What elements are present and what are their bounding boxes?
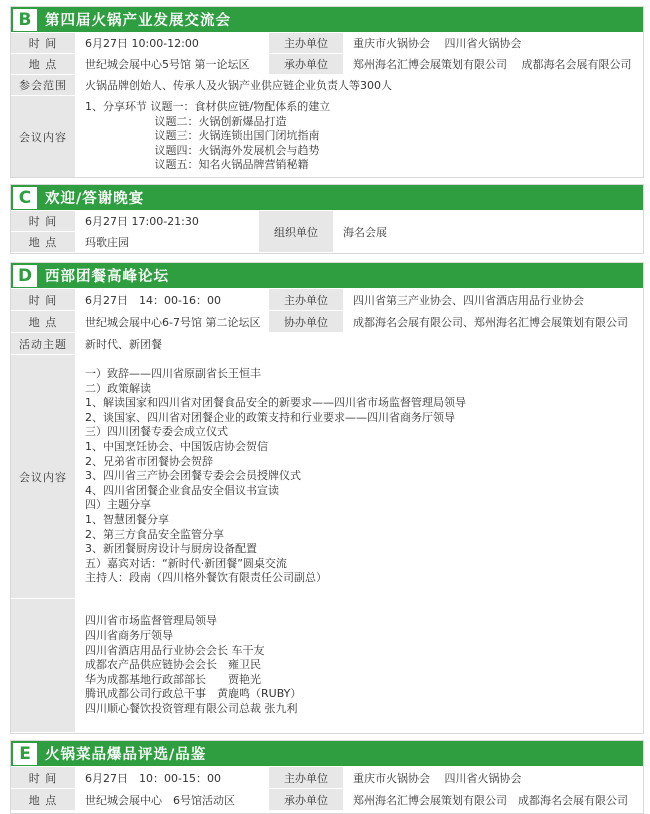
field-label-empty (11, 599, 75, 732)
field-label: 组织单位 (259, 210, 333, 252)
field-value: 四川省第三产业协会、四川省酒店用品行业协会 (353, 293, 584, 307)
section-b-header (11, 7, 643, 32)
list-item: 二）政策解读 (85, 381, 151, 395)
list-item: 成都农产品供应链协会会长 雍卫民 (85, 658, 261, 672)
list-item: 议题二：火锅创新爆品打造 (85, 114, 287, 128)
list-item: 1、分享环节 议题一：食材供应链/物配体系的建立 (85, 100, 331, 114)
field-label: 时 间 (11, 33, 75, 53)
field-label: 活动主题 (11, 333, 75, 354)
list-item: 议题三：火锅连锁出国门闭坑指南 (85, 129, 320, 143)
section-letter: B (13, 9, 37, 31)
field-label: 会议内容 (11, 355, 75, 598)
list-item: 四川省酒店用品行业协会会长 车干友 (85, 643, 265, 657)
field-value: 世纪城会展中心6-7号馆 第二论坛区 (85, 315, 261, 329)
info-row (11, 74, 643, 95)
field-value: 6月27日 17:00-21:30 (85, 215, 199, 229)
section-title: 火锅菜品爆品评选/品鉴 (45, 747, 207, 763)
section-title: 欢迎/答谢晚宴 (45, 191, 145, 207)
list-item: 议题五：知名火锅品牌营销秘籍 (85, 158, 309, 172)
list-item: 1、解读国家和四川省对团餐食品安全的新要求——四川省市场监督管理局领导 (85, 396, 466, 410)
field-value: 世纪城会展中心 6号馆活动区 (85, 793, 235, 807)
content-row (11, 354, 643, 598)
section-letter: D (13, 265, 37, 287)
list-item: 四）主题分享 (85, 498, 151, 512)
field-value: 世纪城会展中心5号馆 第一论坛区 (85, 58, 250, 71)
guests-row (11, 598, 643, 732)
list-item: 2、兄弟省市团餐协会贺辞 (85, 454, 213, 468)
agenda-list (75, 96, 330, 177)
section-d-header (11, 263, 643, 288)
field-label: 地 点 (11, 232, 75, 252)
list-item: 2、第三方食品安全监管分享 (85, 527, 224, 541)
field-label: 地 点 (11, 789, 75, 810)
agenda-list (75, 355, 466, 598)
list-item: 主持人：段南（四川格外餐饮有限责任公司副总） (85, 571, 327, 585)
list-item: 1、中国烹饪协会、中国饭店协会贺信 (85, 440, 268, 454)
list-item: 一）致辞——四川省原副省长王恒丰 (85, 367, 261, 381)
section-e-header (11, 741, 643, 766)
info-row (11, 332, 643, 354)
field-value: 郑州海名汇博会展策划有限公司 成都海名会展有限公司 (353, 58, 632, 71)
list-item: 四川省商务厅领导 (85, 629, 173, 643)
list-item: 4、四川省团餐企业食品安全倡议书宣读 (85, 483, 279, 497)
field-label: 主办单位 (269, 767, 343, 788)
field-label: 主办单位 (269, 289, 343, 310)
section-e (10, 740, 644, 814)
field-label: 协办单位 (269, 311, 343, 332)
field-value: 火锅品牌创始人、传承人及火锅产业供应链企业负责人等300人 (85, 79, 392, 92)
field-value: 成都海名会展有限公司、郑州海名汇博会展策划有限公司 (353, 315, 628, 329)
info-row (11, 210, 259, 231)
field-value: 重庆市火锅协会 四川省火锅协会 (353, 771, 522, 785)
field-label: 参会范围 (11, 75, 75, 95)
section-d (10, 262, 644, 734)
list-item: 腾讯成都公司行政总干事 黄鹿鸣（RUBY） (85, 687, 302, 701)
field-value: 郑州海名汇博会展策划有限公司 成都海名会展有限公司 (353, 793, 628, 807)
field-value: 玛歌庄园 (85, 236, 129, 250)
info-row (11, 53, 643, 74)
info-row (11, 310, 643, 332)
section-title: 西部团餐高峰论坛 (45, 269, 169, 285)
field-label: 主办单位 (269, 33, 343, 53)
info-row (11, 231, 259, 252)
list-item: 3、新团餐厨房设计与厨房设备配置 (85, 542, 257, 556)
list-item: 四川省市场监督管理局领导 (85, 614, 217, 628)
section-letter: C (13, 187, 37, 209)
list-item: 3、四川省三产协会团餐专委会会员授牌仪式 (85, 469, 301, 483)
section-c-header (11, 185, 643, 210)
list-item: 1、智慧团餐分享 (85, 512, 169, 526)
info-block (11, 210, 643, 252)
field-label: 时 间 (11, 289, 75, 310)
field-value: 6月27日 10：00-15：00 (85, 771, 221, 785)
list-item: 五）嘉宾对话：“新时代·新团餐”圆桌交流 (85, 556, 287, 570)
section-letter: E (13, 743, 37, 765)
list-item: 2、谈国家、四川省对团餐企业的政策支持和行业要求——四川省商务厅领导 (85, 410, 455, 424)
field-value: 新时代、新团餐 (85, 337, 162, 351)
field-label: 会议内容 (11, 96, 75, 177)
info-row (11, 788, 643, 810)
field-label: 承办单位 (269, 54, 343, 74)
field-value: 重庆市火锅协会 四川省火锅协会 (353, 37, 522, 50)
info-row (11, 288, 643, 310)
section-title: 第四届火锅产业发展交流会 (45, 13, 231, 29)
info-row (11, 32, 643, 53)
field-value: 海名会展 (333, 210, 387, 252)
field-label: 地 点 (11, 311, 75, 332)
content-row (11, 95, 643, 177)
list-item: 议题四：火锅海外发展机会与趋势 (85, 143, 320, 157)
list-item: 三）四川团餐专委会成立仪式 (85, 425, 228, 439)
field-value: 6月27日 10:00-12:00 (85, 37, 199, 50)
section-c (10, 184, 644, 254)
info-row (11, 766, 643, 788)
list-item: 华为成都基地行政部部长 贾艳光 (85, 672, 261, 686)
info-left (11, 210, 259, 252)
list-item: 四川顺心餐饮投资管理有限公司总裁 张九利 (85, 701, 298, 715)
field-value: 6月27日 14：00-16：00 (85, 293, 221, 307)
field-label: 承办单位 (269, 789, 343, 810)
guest-list (75, 599, 301, 732)
section-b (10, 6, 644, 178)
field-label: 时 间 (11, 211, 75, 231)
field-label: 地 点 (11, 54, 75, 74)
field-label: 时 间 (11, 767, 75, 788)
